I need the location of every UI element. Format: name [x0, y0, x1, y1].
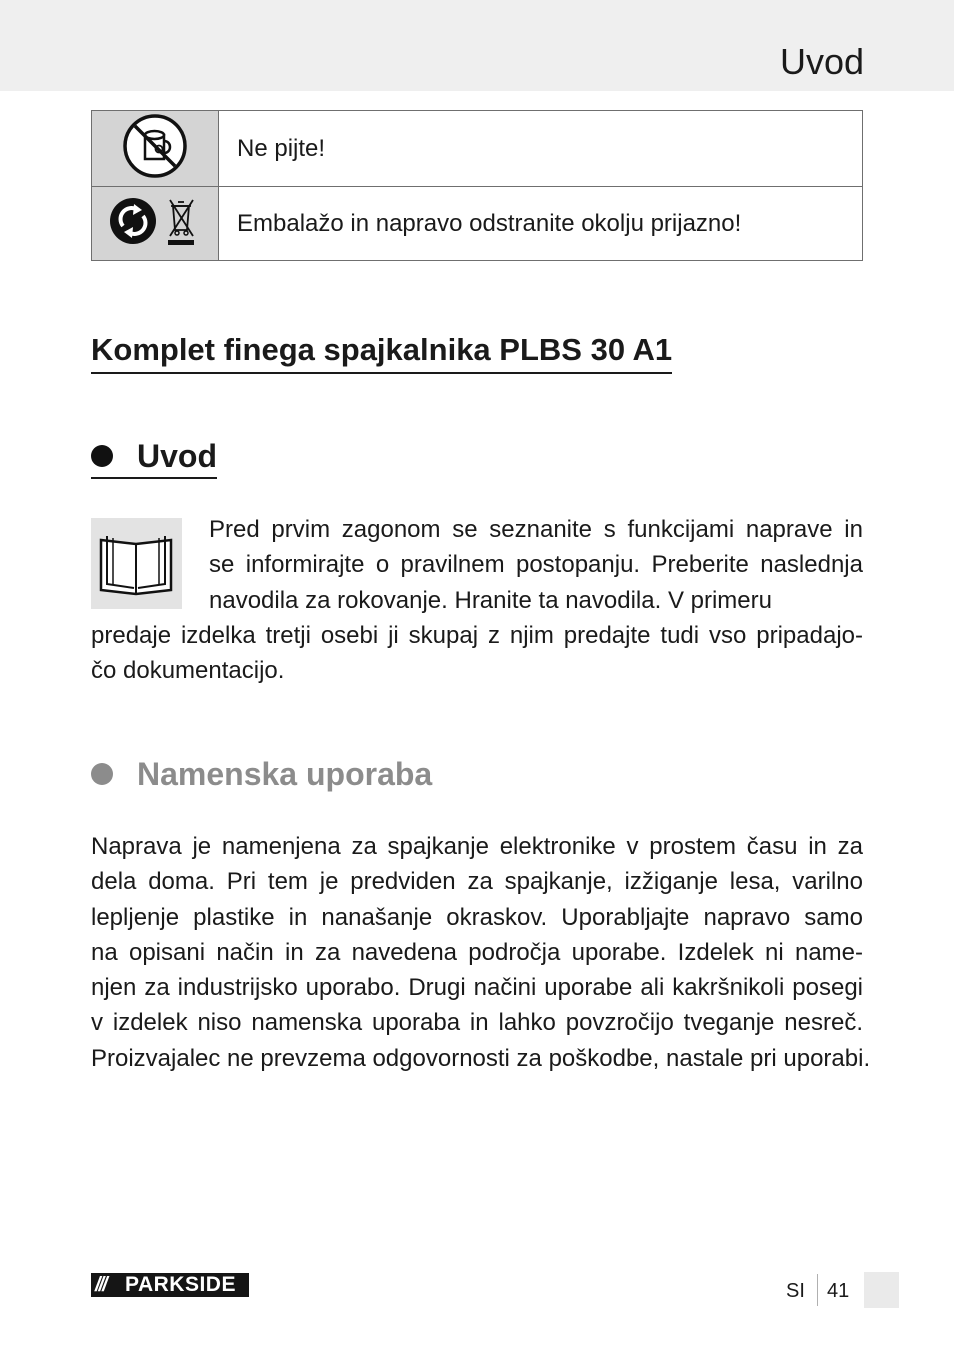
intended-use-paragraph [91, 829, 871, 1076]
text-line: Pred prvim zagonom se seznanite s funkcijami naprave in [209, 516, 863, 543]
text-line: navodila za rokovanje. Hranite ta navodila. V primeru [209, 586, 772, 614]
text-line: se informirajte o pravilnem postopanju. Preberite naslednja [209, 551, 863, 579]
text-line: čo dokumentacijo. [91, 657, 285, 685]
text-line: njen za industrijsko uporabo. Drugi načini uporabe ali kakršnikoli posegi [91, 974, 863, 1002]
symbol-table [91, 110, 863, 261]
section-heading-namenska-uporaba [91, 754, 432, 794]
footer-divider [817, 1274, 818, 1306]
section-heading-text: Uvod [137, 438, 217, 474]
section-heading-uvod [91, 436, 217, 479]
text-line: predaje izdelka tretji osebi ji skupaj z njim predajte tudi vso pripadajo- [91, 621, 863, 649]
text-line: v izdelek niso namenska uporaba in lahko povzročijo tveganje nesreč. [91, 1009, 863, 1037]
symbol-row [92, 111, 863, 187]
footer-language: SI [786, 1280, 805, 1302]
logo-brand-text: PARKSIDE [125, 1273, 236, 1296]
page-header-title: Uvod [779, 41, 864, 82]
symbol-text: Ne pijte! [219, 111, 863, 187]
text-line: na opisani način in za navedena področja uporabe. Izdelek ni name- [91, 938, 863, 966]
text-line: Naprava je namenjena za spajkanje elektronike v prostem času in za [91, 833, 863, 860]
footer-tab-marker [864, 1272, 899, 1308]
text-line: dela doma. Pri tem je predviden za spajkanje, izžiganje lesa, varilno [91, 868, 863, 896]
no-drinking-icon [122, 166, 188, 183]
logo-stripes-icon: /// [95, 1274, 106, 1296]
symbol-text: Embalažo in napravo odstranite okolju prijazno! [219, 187, 863, 261]
text-line: lepljenje plastike in nanašanje okraskov. Uporabljajte napravo samo [91, 903, 863, 931]
parkside-logo [91, 1273, 249, 1297]
bullet-icon [91, 763, 113, 785]
document-title: Komplet finega spajkalnika PLBS 30 A1 [91, 330, 672, 374]
recycle-dispose-icon [110, 235, 200, 252]
bullet-icon [91, 445, 113, 467]
page-number: 41 [827, 1280, 850, 1302]
symbol-row [92, 187, 863, 261]
intro-paragraph [91, 512, 863, 688]
symbol-icon-cell [92, 187, 219, 261]
text-line: Proizvajalec ne prevzema odgovornosti za poškodbe, nastale pri uporabi. [91, 1044, 871, 1072]
symbol-icon-cell [92, 111, 219, 187]
section-heading-text: Namenska uporaba [137, 756, 433, 792]
